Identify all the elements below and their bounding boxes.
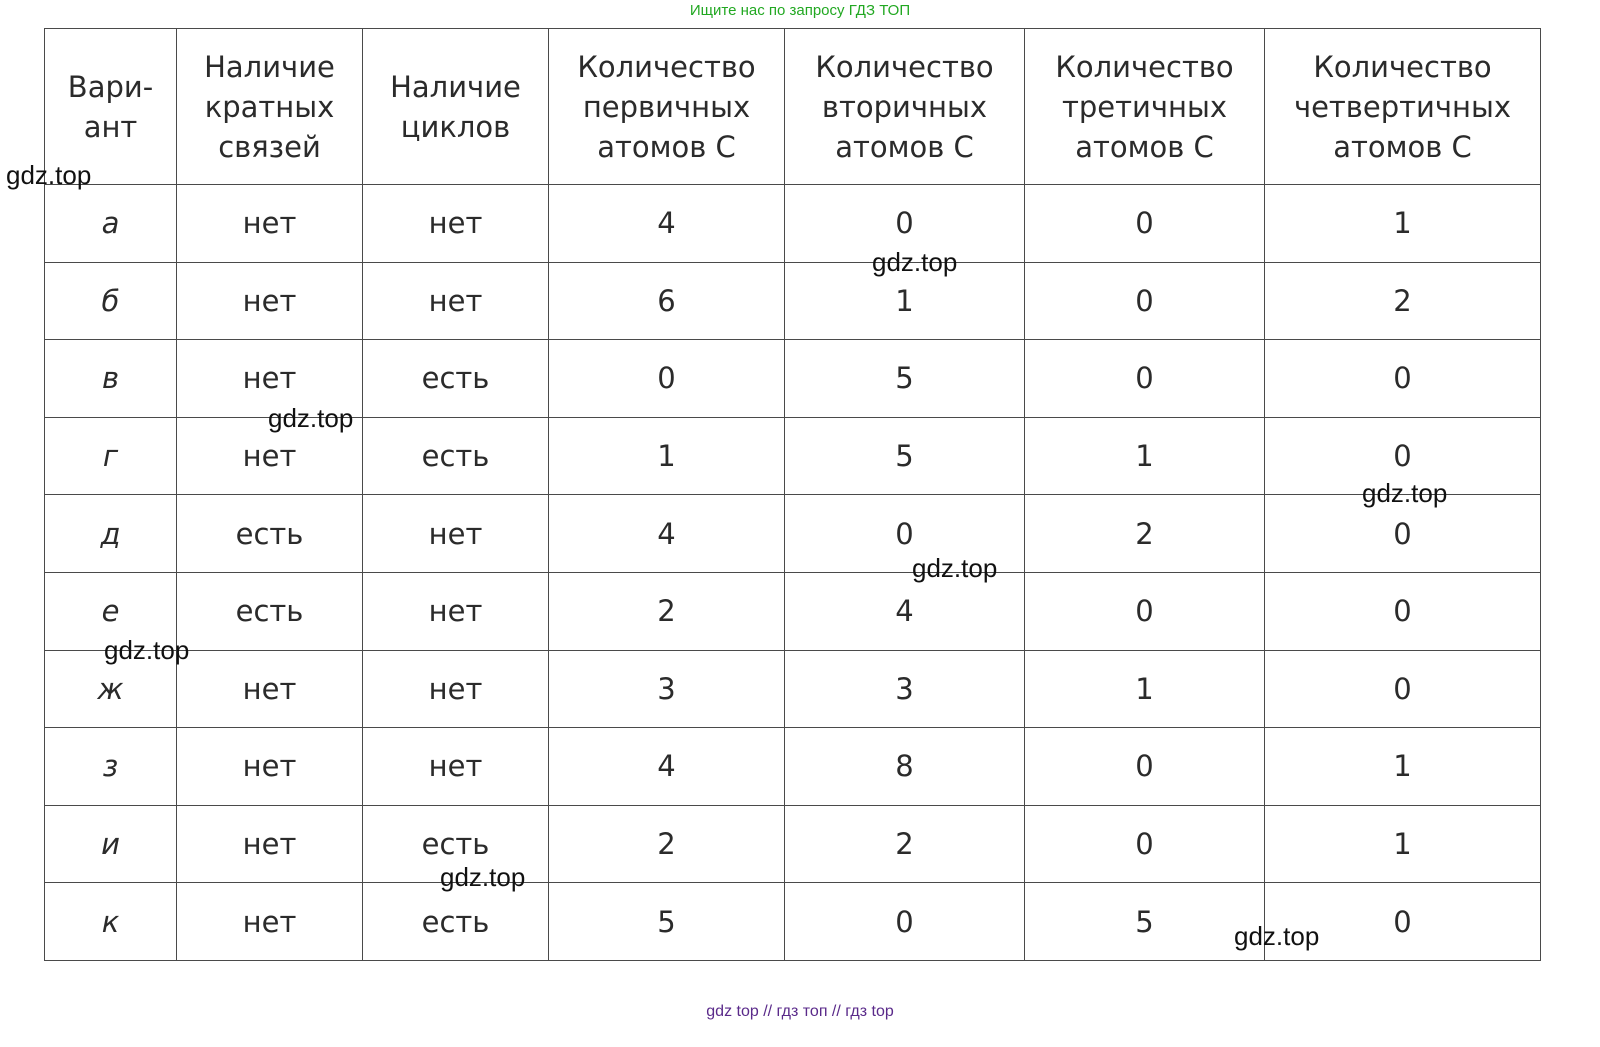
primary-cell: 6: [549, 262, 785, 340]
secondary-cell: 2: [785, 805, 1025, 883]
tertiary-cell: 5: [1025, 883, 1265, 961]
tertiary-cell: 0: [1025, 805, 1265, 883]
table-row: [45, 572, 1541, 650]
quaternary-cell: 0: [1265, 340, 1541, 418]
secondary-cell: 0: [785, 185, 1025, 263]
quaternary-cell: 0: [1265, 883, 1541, 961]
table-row: [45, 650, 1541, 728]
multiple-bonds-cell: нет: [177, 417, 363, 495]
bottom-banner: gdz top // гдз топ // гдз top: [706, 1003, 894, 1020]
cycles-cell: нет: [363, 650, 549, 728]
tertiary-cell: 0: [1025, 572, 1265, 650]
multiple-bonds-cell: нет: [177, 728, 363, 806]
secondary-cell: 5: [785, 340, 1025, 418]
primary-cell: 2: [549, 572, 785, 650]
primary-cell: 4: [549, 728, 785, 806]
primary-cell: 4: [549, 495, 785, 573]
watermark: gdz.top: [104, 635, 190, 665]
quaternary-cell: 0: [1265, 417, 1541, 495]
secondary-cell: 3: [785, 650, 1025, 728]
watermark: gdz.top: [872, 247, 958, 277]
header-multiple-bonds: Наличие кратных связей: [177, 29, 363, 185]
variant-cell: д: [45, 495, 177, 573]
cycles-cell: нет: [363, 185, 549, 263]
secondary-cell: 5: [785, 417, 1025, 495]
variant-cell: в: [45, 340, 177, 418]
table-row: [45, 495, 1541, 573]
watermark: gdz.top: [440, 862, 526, 892]
primary-cell: 1: [549, 417, 785, 495]
header-quaternary-atoms: Количество четвертичных атомов С: [1265, 29, 1541, 185]
variant-cell: г: [45, 417, 177, 495]
cycles-cell: нет: [363, 262, 549, 340]
secondary-cell: 4: [785, 572, 1025, 650]
quaternary-cell: 1: [1265, 185, 1541, 263]
answer-table: [44, 28, 1541, 961]
header-variant: Вари- ант: [45, 29, 177, 185]
quaternary-cell: 0: [1265, 572, 1541, 650]
secondary-cell: 1: [785, 262, 1025, 340]
header-primary-atoms: Количество первичных атомов С: [549, 29, 785, 185]
tertiary-cell: 0: [1025, 262, 1265, 340]
multiple-bonds-cell: есть: [177, 495, 363, 573]
multiple-bonds-cell: нет: [177, 883, 363, 961]
table-row: [45, 262, 1541, 340]
tertiary-cell: 0: [1025, 340, 1265, 418]
cycles-cell: есть: [363, 805, 549, 883]
tertiary-cell: 0: [1025, 728, 1265, 806]
header-cycles: Наличие циклов: [363, 29, 549, 185]
secondary-cell: 0: [785, 495, 1025, 573]
quaternary-cell: 0: [1265, 495, 1541, 573]
tertiary-cell: 2: [1025, 495, 1265, 573]
cycles-cell: нет: [363, 728, 549, 806]
table-row: [45, 805, 1541, 883]
variant-cell: з: [45, 728, 177, 806]
primary-cell: 2: [549, 805, 785, 883]
quaternary-cell: 2: [1265, 262, 1541, 340]
tertiary-cell: 0: [1025, 185, 1265, 263]
watermark: gdz.top: [912, 553, 998, 583]
quaternary-cell: 0: [1265, 650, 1541, 728]
watermark: gdz.top: [268, 403, 354, 433]
multiple-bonds-cell: нет: [177, 185, 363, 263]
cycles-cell: нет: [363, 572, 549, 650]
header-row: [45, 29, 1541, 185]
tertiary-cell: 1: [1025, 417, 1265, 495]
watermark: gdz.top: [1234, 921, 1320, 951]
header-tertiary-atoms: Количество третичных атомов С: [1025, 29, 1265, 185]
watermark: gdz.top: [6, 160, 92, 190]
quaternary-cell: 1: [1265, 805, 1541, 883]
table-row: [45, 185, 1541, 263]
primary-cell: 0: [549, 340, 785, 418]
variant-cell: и: [45, 805, 177, 883]
multiple-bonds-cell: нет: [177, 650, 363, 728]
multiple-bonds-cell: есть: [177, 572, 363, 650]
table-body: [45, 185, 1541, 961]
table-row: [45, 728, 1541, 806]
secondary-cell: 8: [785, 728, 1025, 806]
multiple-bonds-cell: нет: [177, 262, 363, 340]
top-banner: Ищите нас по запросу ГДЗ ТОП: [689, 2, 911, 19]
cycles-cell: есть: [363, 340, 549, 418]
primary-cell: 5: [549, 883, 785, 961]
watermark: gdz.top: [1362, 478, 1448, 508]
cycles-cell: есть: [363, 417, 549, 495]
primary-cell: 3: [549, 650, 785, 728]
variant-cell: е: [45, 572, 177, 650]
multiple-bonds-cell: нет: [177, 340, 363, 418]
quaternary-cell: 1: [1265, 728, 1541, 806]
variant-cell: б: [45, 262, 177, 340]
tertiary-cell: 1: [1025, 650, 1265, 728]
cycles-cell: нет: [363, 495, 549, 573]
multiple-bonds-cell: нет: [177, 805, 363, 883]
variant-cell: ж: [45, 650, 177, 728]
secondary-cell: 0: [785, 883, 1025, 961]
variant-cell: к: [45, 883, 177, 961]
primary-cell: 4: [549, 185, 785, 263]
header-secondary-atoms: Количество вторичных атомов С: [785, 29, 1025, 185]
cycles-cell: есть: [363, 883, 549, 961]
variant-cell: а: [45, 185, 177, 263]
